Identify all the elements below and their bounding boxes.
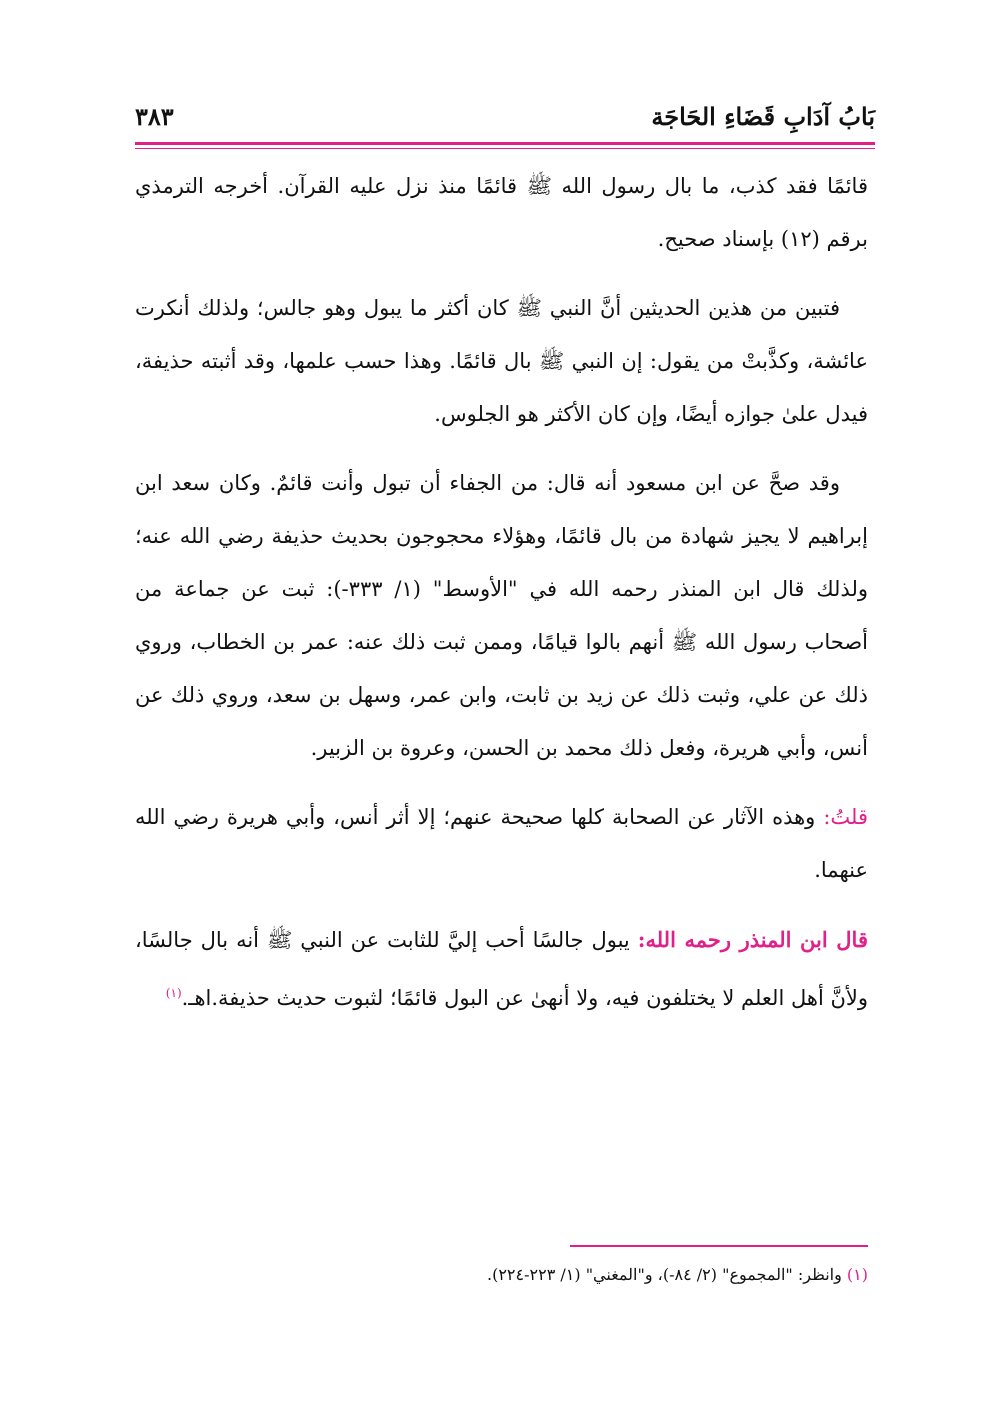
ibn-almundhir-label: قال ابن المنذر رحمه الله:	[637, 927, 868, 952]
paragraph-4-text: وهذه الآثار عن الصحابة كلها صحيحة عنهم؛ إلا أثر أنس، وأبي هريرة رضي الله عنهما.	[135, 805, 868, 882]
footnote-marker: (١)	[846, 1265, 868, 1284]
footnote-reference[interactable]: (١)	[165, 986, 182, 1000]
main-text	[135, 160, 868, 1041]
paragraph-1: قائمًا فقد كذب، ما بال رسول الله ﷺ قائمًا منذ نزل عليه القرآن. أخرجه الترمذي برقم (١٢) بإسناد صحيح.	[135, 174, 868, 251]
paragraph-3: وقد صحَّ عن ابن مسعود أنه قال: من الجفاء أن تبول وأنت قائمٌ. وكان سعد ابن إبراهيم لا يجيز شهادة من بال قائمًا، وهؤلاء محجوجون بحديث حذيفة رضي الله عنه؛ ولذلك قال ابن المنذر رحمه الله في "الأوسط" (١/ ٣٣٣-): ثبت عن جماعة من أصحاب رسول الله ﷺ أنهم بالوا قيامًا، وممن ثبت ذلك عنه: عمر بن الخطاب، وروي ذلك عن علي، وثبت ذلك عن زيد بن ثابت، وابن عمر، وسهل بن سعد، وروي ذلك عن أنس، وأبي هريرة، وفعل ذلك محمد بن الحسن، وعروة بن الزبير.	[135, 471, 868, 760]
chapter-title: بَابُ آدَابِ قَضَاءِ الحَاجَة	[651, 102, 875, 131]
page-header	[135, 92, 875, 140]
paragraph-5	[135, 913, 868, 1025]
page-number: ٣٨٣	[135, 102, 174, 131]
footnote-text: وانظر: "المجموع" (٢/ ٨٤-)، و"المغني" (١/ ٢٢٣-٢٢٤).	[486, 1265, 842, 1284]
header-rule-thick	[135, 142, 875, 145]
paragraph-4	[135, 791, 868, 897]
footnote	[135, 1262, 868, 1288]
paragraph-5-text: يبول جالسًا أحب إليَّ للثابت عن النبي ﷺ أنه بال جالسًا، ولأنَّ أهل العلم لا يختلفون فيه، ولا أنهىٰ عن البول قائمًا؛ لثبوت حديث حذيفة.اهـ.	[135, 928, 868, 1010]
footnote-divider	[570, 1245, 868, 1247]
header-rule-thin	[135, 148, 875, 149]
paragraph-2: فتبين من هذين الحديثين أنَّ النبي ﷺ كان أكثر ما يبول وهو جالس؛ ولذلك أنكرت عائشة، وكذَّبتْ من يقول: إن النبي ﷺ بال قائمًا. وهذا حسب علمها، وقد أثبته حذيفة، فيدل علىٰ جوازه أيضًا، وإن كان الأكثر هو الجلوس.	[135, 296, 868, 426]
qultu-label: قلتُ:	[823, 805, 868, 829]
